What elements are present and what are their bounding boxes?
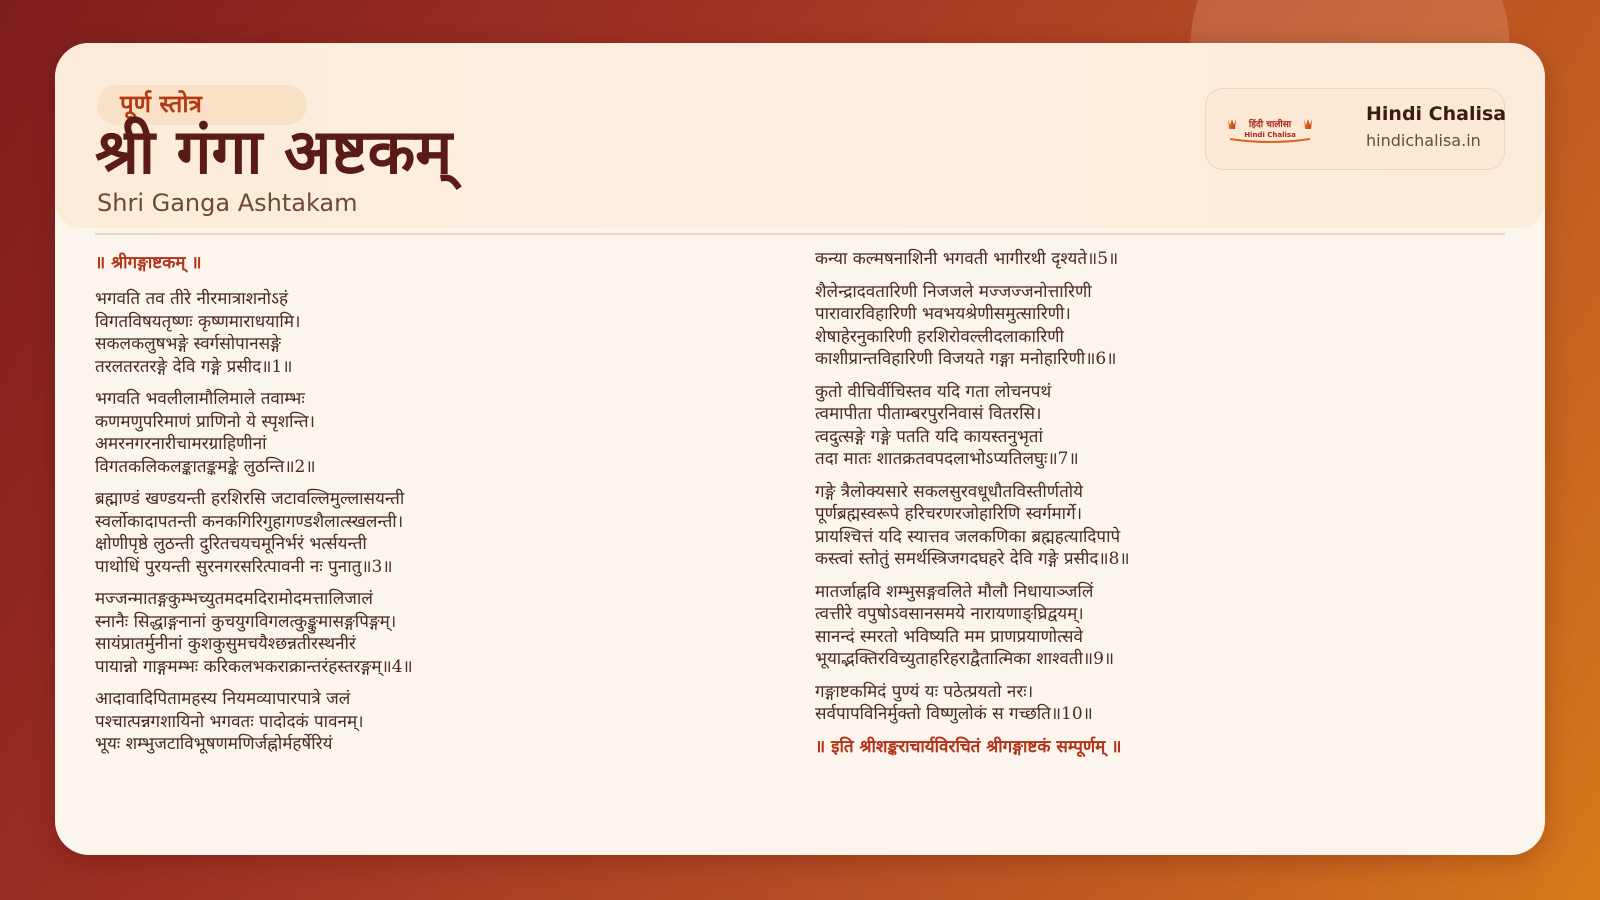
- verse: [815, 481, 1495, 571]
- closing-line: ॥ इति श्रीशङ्कराचार्यविरचितं श्रीगङ्गाष्टकं सम्पूर्णम् ॥: [815, 736, 1122, 757]
- verse: [95, 288, 775, 378]
- right-column: [815, 248, 1495, 758]
- verse-line: सायंप्रातर्मुनीनां कुशकुसुमचयैश्छन्नतीरस्थनीरं: [95, 634, 356, 654]
- hindi-chalisa-logo-icon: [1224, 115, 1316, 145]
- verse-line: मज्जन्मातङ्गकुम्भच्युतमदमदिरामोदमत्तालिजालं: [95, 589, 373, 609]
- verse-line: सानन्दं स्मरतो भविष्यति मम प्राणप्रयाणोत्सवे: [815, 626, 1083, 647]
- left-column: [95, 248, 775, 766]
- right-verses: [815, 248, 1495, 726]
- verse: [815, 281, 1495, 371]
- verse-line: सर्वपापविनिर्मुक्तो विष्णुलोकं स गच्छति॥10॥: [815, 704, 1093, 724]
- brand-name: Hindi Chalisa: [1366, 103, 1507, 125]
- verse-line: शैलेन्द्रादवतारिणी निजजले मज्जज्जनोत्तारिणी: [815, 281, 1092, 302]
- verse-line: काशीप्रान्तविहारिणी विजयते गङ्गा मनोहारिणी॥6॥: [815, 349, 1117, 369]
- verse: [815, 681, 1495, 726]
- verse-line: स्नानैः सिद्धाङ्गनानां कुचयुगविगलत्कुङ्कुमासङ्गपिङ्गम्।: [95, 611, 397, 632]
- verse-line: तरलतरतरङ्गे देवि गङ्गे प्रसीद॥1॥: [95, 356, 293, 377]
- verse-line: त्वत्तीरे वपुषोऽवसानसमये नारायणाङ्घ्रिद्वयम्।: [815, 604, 1084, 624]
- verse-line: पारावारविहारिणी भवभयश्रेणीसमुत्सारिणी।: [815, 304, 1071, 324]
- logo-text-hi: हिंदी चालीसा: [1248, 120, 1292, 130]
- verse-line: स्वर्लोकादापतन्ती कनकगिरिगुहागण्डशैलात्स्खलन्ती।: [95, 511, 404, 532]
- verse: [815, 581, 1495, 671]
- verse-line: भगवति तव तीरे नीरमात्राशनोऽहं: [95, 289, 288, 309]
- verse-line: सकलकलुषभङ्गे स्वर्गसोपानसङ्गे: [95, 334, 281, 354]
- brand-url[interactable]: hindichalisa.in: [1366, 131, 1481, 150]
- verse-line: तदा मातः शातक्रतवपदलाभोऽप्यतिलघुः॥7॥: [815, 449, 1079, 469]
- verse-line: गङ्गे त्रैलोक्यसारे सकलसुरवधूधौतविस्तीर्णतोये: [815, 481, 1084, 502]
- verse-line: गङ्गाष्टकमिदं पुण्यं यः पठेत्प्रयतो नरः।: [815, 681, 1034, 702]
- verse-line: प्रायश्चित्तं यदि स्यात्तव जलकणिका ब्रह्महत्यादिपापे: [815, 526, 1121, 547]
- verse-line: विगतकलिकलङ्कातङ्कमङ्के लुठन्ति॥2॥: [95, 456, 316, 477]
- verse-line: कस्त्वां स्तोतुं समर्थस्त्रिजगदघहरे देवि गङ्गे प्रसीद॥8॥: [815, 549, 1130, 569]
- verse-line: आदावादिपितामहस्य नियमव्यापारपात्रे जलं: [95, 689, 351, 709]
- verse: [95, 588, 775, 678]
- verse-line: पश्चात्पन्नगशायिनो भगवतः पादोदकं पावनम्।: [95, 711, 364, 732]
- verse-line: कणमणुपरिमाणं प्राणिनो ये स्पृशन्ति।: [95, 411, 315, 432]
- verse: [95, 688, 775, 756]
- page-title: श्री गंगा अष्टकम्: [95, 115, 453, 188]
- tag-label: पूर्ण स्तोत्र: [120, 90, 202, 118]
- verse-line: मातर्जाह्नवि शम्भुसङ्गवलिते मौलौ निधायाञ्जलिं: [815, 581, 1094, 602]
- verse-line: शेषाहेरनुकारिणी हरशिरोवल्लीदलाकारिणी: [815, 326, 1064, 347]
- logo-text-en: Hindi Chalisa: [1244, 131, 1296, 139]
- verse-line: कुतो वीचिर्वीचिस्तव यदि गता लोचनपथं: [815, 381, 1052, 402]
- header-divider: [95, 233, 1505, 235]
- verse-line: त्वदुत्सङ्गे गङ्गे पतति यदि कायस्तनुभृतां: [815, 426, 1043, 447]
- verse: [95, 388, 775, 478]
- verse-line: पाथोधिं पुरयन्ती सुरनगरसरित्पावनी नः पुनातु॥3॥: [95, 556, 393, 577]
- verse: [815, 248, 1495, 271]
- verse-line: भूयः शम्भुजटाविभूषणमणिर्जह्नोर्महर्षेरियं: [95, 734, 333, 754]
- page-subtitle: Shri Ganga Ashtakam: [97, 189, 358, 217]
- verse-line: पायान्नो गाङ्गमम्भः करिकलभकराक्रान्तरंहस्तरङ्गम्॥4॥: [95, 656, 413, 677]
- verse: [95, 488, 775, 578]
- verse-line: भगवति भवलीलामौलिमाले तवाम्भः: [95, 389, 305, 409]
- card-header: [55, 43, 1545, 228]
- verse-line: त्वमापीता पीताम्बरपुरनिवासं वितरसि।: [815, 404, 1042, 424]
- verse-line: पूर्णब्रह्मस्वरूपे हरिचरणरजोहारिणि स्वर्गमार्गे।: [815, 504, 1083, 524]
- verse-line: भूयाद्भक्तिरविच्युताहरिहराद्वैतात्मिका शाश्वती॥9॥: [815, 649, 1115, 669]
- verse-line: क्षोणीपृष्ठे लुठन्ती दुरितचयचमूनिर्भरं भर्त्सयन्ती: [95, 534, 367, 554]
- verse-line: विगतविषयतृष्णः कृष्णमाराधयामि।: [95, 311, 301, 332]
- verse-line: कन्या कल्मषनाशिनी भगवती भागीरथी दृश्यते॥5॥: [815, 249, 1119, 269]
- brand-badge[interactable]: [1205, 88, 1505, 170]
- verse: [815, 381, 1495, 471]
- left-verses: [95, 288, 775, 756]
- verse-line: ब्रह्माण्डं खण्डयन्ती हरशिरसि जटावल्लिमुल्लासयन्ती: [95, 489, 405, 509]
- stotra-card: [55, 43, 1545, 855]
- verse-line: अमरनगरनारीचामरग्राहिणीनां: [95, 434, 267, 454]
- stotra-heading: ॥ श्रीगङ्गाष्टकम् ॥: [95, 253, 202, 273]
